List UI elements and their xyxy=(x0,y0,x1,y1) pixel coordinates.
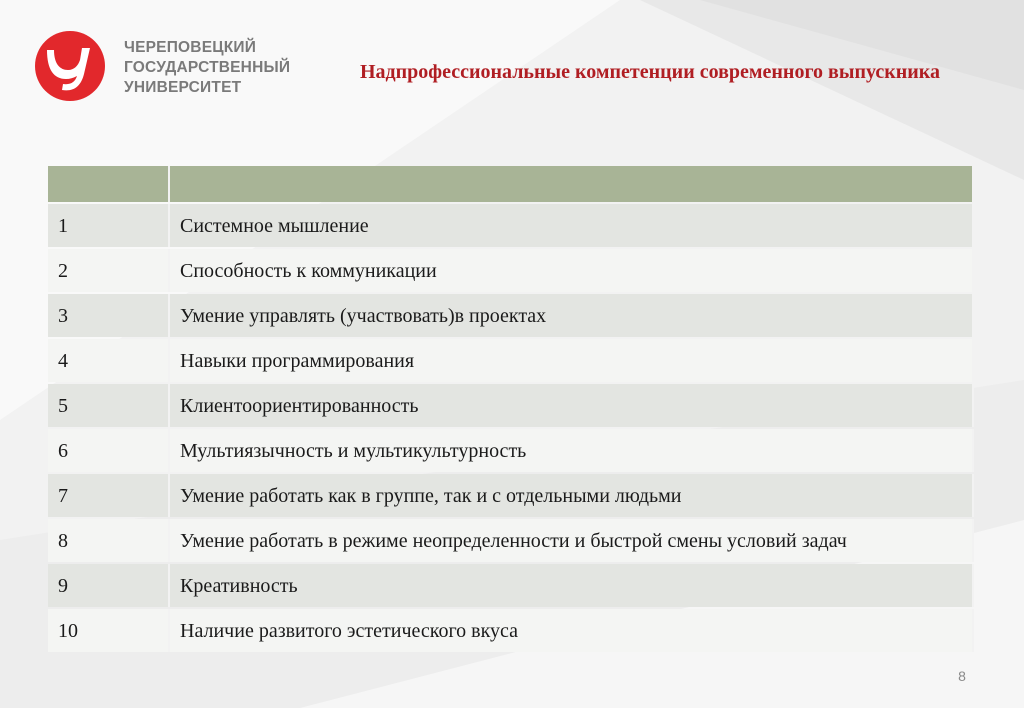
row-number: 8 xyxy=(48,519,170,562)
university-name-line-3: УНИВЕРСИТЕТ xyxy=(124,79,242,96)
row-number: 5 xyxy=(48,384,170,427)
row-competency: Креативность xyxy=(170,564,974,607)
row-competency: Мультиязычность и мультикультурность xyxy=(170,429,974,472)
table-row xyxy=(48,564,974,607)
table-row xyxy=(48,384,974,427)
row-number: 1 xyxy=(48,204,170,247)
page-number: 8 xyxy=(958,668,966,684)
university-logo xyxy=(34,30,106,102)
row-number: 10 xyxy=(48,609,170,652)
header-cell-competency xyxy=(170,166,974,202)
table-row xyxy=(48,609,974,652)
table-row xyxy=(48,294,974,337)
university-name-line-2: ГОСУДАРСТВЕННЫЙ xyxy=(124,59,291,76)
competencies-table xyxy=(48,164,974,654)
row-competency: Системное мышление xyxy=(170,204,974,247)
row-competency: Навыки программирования xyxy=(170,339,974,382)
table-row xyxy=(48,339,974,382)
row-competency: Способность к коммуникации xyxy=(170,249,974,292)
slide-title: Надпрофессиональные компетенции современного выпускника xyxy=(359,61,941,83)
table-row xyxy=(48,429,974,472)
row-number: 4 xyxy=(48,339,170,382)
header-cell-number xyxy=(48,166,170,202)
row-number: 7 xyxy=(48,474,170,517)
row-competency: Умение работать в режиме неопределенности и быстрой смены условий задач xyxy=(170,519,974,562)
table-row xyxy=(48,474,974,517)
row-competency: Умение управлять (участвовать)в проектах xyxy=(170,294,974,337)
row-competency: Клиентоориентированность xyxy=(170,384,974,427)
row-number: 3 xyxy=(48,294,170,337)
row-number: 9 xyxy=(48,564,170,607)
table-row xyxy=(48,249,974,292)
table-row xyxy=(48,204,974,247)
university-name-line-1: ЧЕРЕПОВЕЦКИЙ xyxy=(124,39,257,56)
university-name xyxy=(124,38,290,98)
row-number: 6 xyxy=(48,429,170,472)
row-competency: Наличие развитого эстетического вкуса xyxy=(170,609,974,652)
table-header-row xyxy=(48,166,974,202)
table-row xyxy=(48,519,974,562)
row-competency: Умение работать как в группе, так и с отдельными людьми xyxy=(170,474,974,517)
row-number: 2 xyxy=(48,249,170,292)
